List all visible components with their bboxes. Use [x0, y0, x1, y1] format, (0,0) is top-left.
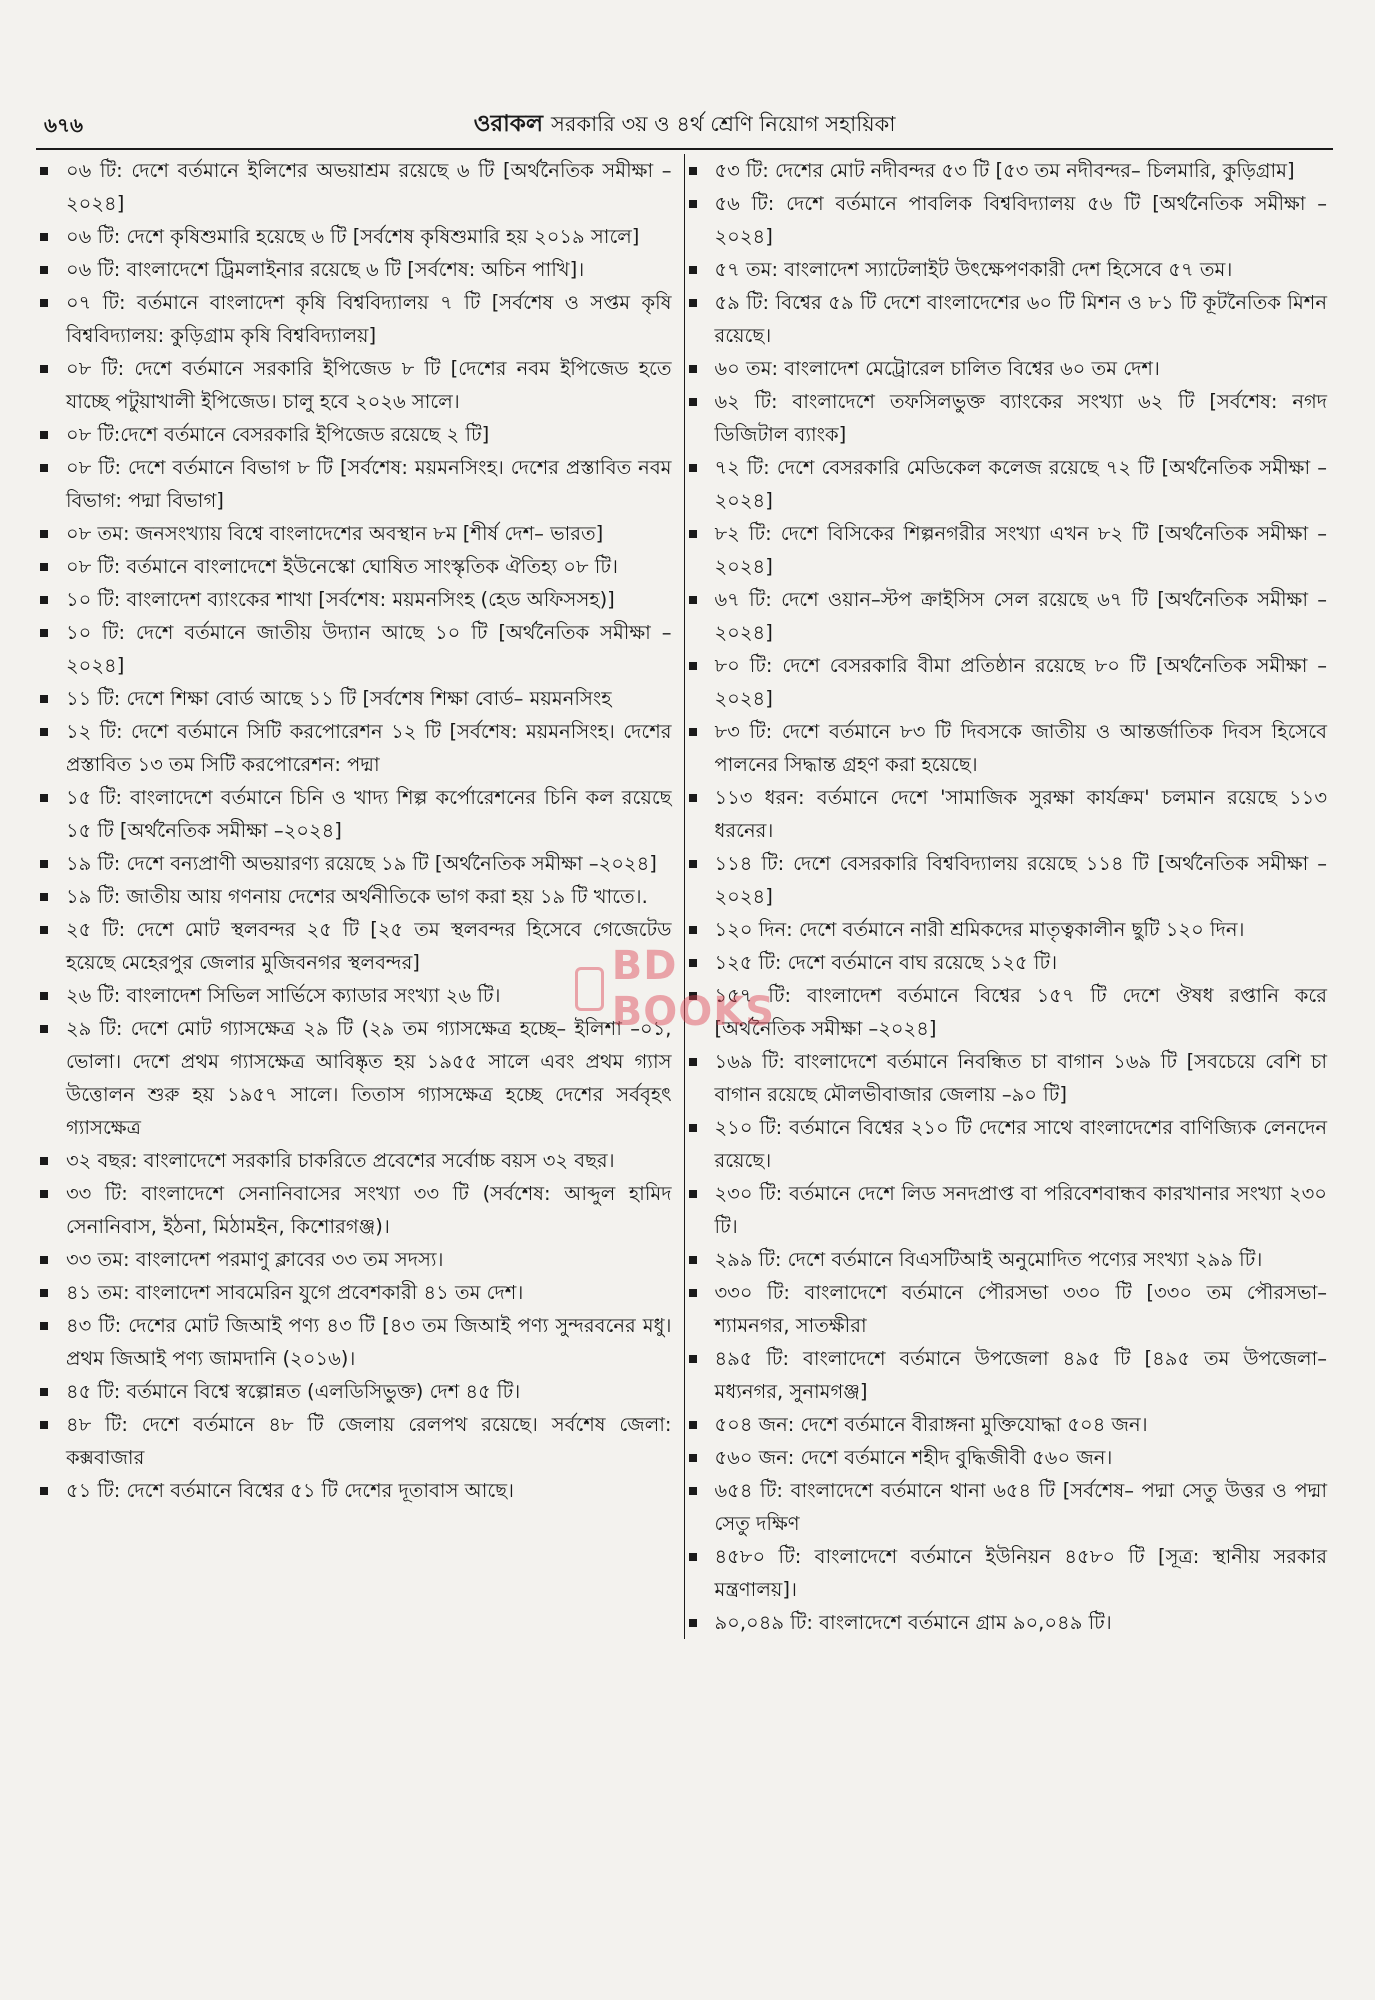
square-bullet-icon	[40, 365, 48, 373]
list-item-text: ২৫ টি: দেশে মোট স্থলবন্দর ২৫ টি [২৫ তম স্থলবন্দর হিসেবে গেজেটেড হয়েছে মেহেরপুর জেলার মুজিবনগর স্থলবন্দর]	[66, 918, 672, 974]
square-bullet-icon	[40, 629, 48, 637]
square-bullet-icon	[689, 794, 697, 802]
list-item-text: ১৬৯ টি: বাংলাদেশে বর্তমানে নিবন্ধিত চা বাগান ১৬৯ টি [সবচেয়ে বেশি চা বাগান রয়েছে মৌলভীবাজার জেলায় –৯০ টি]	[714, 1050, 1327, 1106]
list-item	[715, 1474, 1328, 1540]
list-item	[66, 1309, 672, 1375]
list-item	[715, 1177, 1328, 1243]
list-item-text: ০৮ টি: দেশে বর্তমানে সরকারি ইপিজেড ৮ টি [দেশের নবম ইপিজেড হতে যাচ্ছে পটুয়াখালী ইপিজেড। চালু হবে ২০২৬ সালে।	[66, 357, 672, 413]
square-bullet-icon	[689, 365, 697, 373]
list-item-text: ৪৩ টি: দেশের মোট জিআই পণ্য ৪৩ টি [৪৩ তম জিআই পণ্য সুন্দরবনের মধু। প্রথম জিআই পণ্য জামদানি (২০১৬)।	[66, 1314, 672, 1370]
list-item-text: ০৮ টি: দেশে বর্তমানে বিভাগ ৮ টি [সর্বশেষ: ময়মনসিংহ। দেশের প্রস্তাবিত নবম বিভাগ: পদ্মা বিভাগ]	[66, 456, 672, 512]
list-item	[715, 946, 1328, 979]
list-item-text: ০৬ টি: বাংলাদেশে ট্রিমলাইনার রয়েছে ৬ টি [সর্বশেষ: অচিন পাখি]।	[66, 258, 585, 281]
list-item	[66, 352, 672, 418]
list-item	[715, 1243, 1328, 1276]
square-bullet-icon	[40, 695, 48, 703]
list-item-text: ০৮ তম: জনসংখ্যায় বিশ্বে বাংলাদেশের অবস্থান ৮ম [শীর্ষ দেশ– ভারত]	[66, 522, 604, 545]
list-item	[66, 1474, 672, 1507]
square-bullet-icon	[689, 1190, 697, 1198]
list-item	[715, 1408, 1328, 1441]
list-item-text: ৫১ টি: দেশে বর্তমানে বিশ্বের ৫১ টি দেশের দূতাবাস আছে।	[66, 1479, 515, 1502]
square-bullet-icon	[689, 860, 697, 868]
list-item	[66, 913, 672, 979]
list-item	[66, 286, 672, 352]
left-column	[36, 154, 685, 1639]
list-item	[66, 220, 672, 253]
list-item	[715, 583, 1328, 649]
list-item-text: ৮৩ টি: দেশে বর্তমানে ৮৩ টি দিবসকে জাতীয় ও আন্তর্জাতিক দিবস হিসেবে পালনের সিদ্ধান্ত গ্রহণ করা হয়েছে।	[714, 720, 1327, 776]
square-bullet-icon	[689, 266, 697, 274]
list-item-text: ৫০৪ জন: দেশে বর্তমানে বীরাঙ্গনা মুক্তিযোদ্ধা ৫০৪ জন।	[714, 1413, 1148, 1436]
list-item-text: ০৭ টি: বর্তমানে বাংলাদেশ কৃষি বিশ্ববিদ্যালয় ৭ টি [সর্বশেষ ও সপ্তম কৃষি বিশ্ববিদ্যালয়: কুড়িগ্রাম কৃষি বিশ্ববিদ্যালয়]	[66, 291, 672, 347]
list-item	[66, 1375, 672, 1408]
list-item	[66, 979, 672, 1012]
list-item	[66, 781, 672, 847]
list-item	[66, 847, 672, 880]
square-bullet-icon	[40, 860, 48, 868]
list-item	[715, 1276, 1328, 1342]
list-item	[66, 1243, 672, 1276]
list-item-text: ৪৫ টি: বর্তমানে বিশ্বে স্বল্পোন্নত (এলডিসিভুক্ত) দেশ ৪৫ টি।	[66, 1380, 521, 1403]
list-item	[715, 286, 1328, 352]
square-bullet-icon	[689, 464, 697, 472]
running-head	[36, 105, 1333, 144]
list-item	[715, 1342, 1328, 1408]
list-item-text: ১০ টি: দেশে বর্তমানে জাতীয় উদ্যান আছে ১০ টি [অর্থনৈতিক সমীক্ষা –২০২৪]	[66, 621, 672, 677]
square-bullet-icon	[689, 398, 697, 406]
square-bullet-icon	[40, 926, 48, 934]
square-bullet-icon	[689, 959, 697, 967]
list-item-text: ০৬ টি: দেশে বর্তমানে ইলিশের অভয়াশ্রম রয়েছে ৬ টি [অর্থনৈতিক সমীক্ষা –২০২৪]	[66, 159, 672, 215]
list-item	[66, 1012, 672, 1144]
square-bullet-icon	[40, 233, 48, 241]
list-item-text: ২৯৯ টি: দেশে বর্তমানে বিএসটিআই অনুমোদিত পণ্যের সংখ্যা ২৯৯ টি।	[714, 1248, 1263, 1271]
list-item	[66, 715, 672, 781]
watermark-text: BD BOOKS	[611, 943, 776, 1035]
book-title: সরকারি ৩য় ও ৪র্থ শ্রেণি নিয়োগ সহায়িকা	[551, 112, 896, 136]
square-bullet-icon	[40, 1256, 48, 1264]
list-item-text: ১৯ টি: দেশে বন্যপ্রাণী অভয়ারণ্য রয়েছে ১৯ টি [অর্থনৈতিক সমীক্ষা –২০২৪]	[66, 852, 657, 875]
list-item-text: ২৬ টি: বাংলাদেশ সিভিল সার্ভিসে ক্যাডার সংখ্যা ২৬ টি।	[66, 984, 501, 1007]
list-item-text: ১২ টি: দেশে বর্তমানে সিটি করপোরেশন ১২ টি [সর্বশেষ: ময়মনসিংহ। দেশের প্রস্তাবিত ১৩ তম সিটি করপোরেশন: পদ্মা	[66, 720, 672, 776]
list-item-text: ৭২ টি: দেশে বেসরকারি মেডিকেল কলেজ রয়েছে ৭২ টি [অর্থনৈতিক সমীক্ষা –২০২৪]	[714, 456, 1327, 512]
list-item	[715, 1441, 1328, 1474]
list-item-text: ৪৮ টি: দেশে বর্তমানে ৪৮ টি জেলায় রেলপথ রয়েছে। সর্বশেষ জেলা: কক্সবাজার	[66, 1413, 672, 1469]
list-item-text: ৫৯ টি: বিশ্বের ৫৯ টি দেশে বাংলাদেশের ৬০ টি মিশন ও ৮১ টি কূটনৈতিক মিশন রয়েছে।	[714, 291, 1327, 347]
list-item-text: ১১ টি: দেশে শিক্ষা বোর্ড আছে ১১ টি [সর্বশেষ শিক্ষা বোর্ড– ময়মনসিংহ	[66, 687, 612, 710]
two-column-body	[36, 154, 1333, 1639]
square-bullet-icon	[40, 1388, 48, 1396]
list-item	[66, 880, 672, 913]
square-bullet-icon	[40, 596, 48, 604]
square-bullet-icon	[689, 1256, 697, 1264]
page-number: ৬৭৬	[44, 113, 84, 137]
list-item-text: ১৫ টি: বাংলাদেশে বর্তমানে চিনি ও খাদ্য শিল্প কর্পোরেশনের চিনি কল রয়েছে ১৫ টি [অর্থনৈতিক সমীক্ষা –২০২৪]	[66, 786, 672, 842]
list-item	[66, 1144, 672, 1177]
list-item	[66, 550, 672, 583]
square-bullet-icon	[40, 167, 48, 175]
square-bullet-icon	[689, 992, 697, 1000]
square-bullet-icon	[689, 200, 697, 208]
list-item	[715, 979, 1328, 1045]
list-item	[715, 715, 1328, 781]
list-item	[715, 1045, 1328, 1111]
square-bullet-icon	[689, 299, 697, 307]
list-item	[66, 451, 672, 517]
list-item	[66, 418, 672, 451]
list-item-text: ৬৭ টি: দেশে ওয়ান–স্টপ ক্রাইসিস সেল রয়েছে ৬৭ টি [অর্থনৈতিক সমীক্ষা –২০২৪]	[714, 588, 1327, 644]
square-bullet-icon	[689, 1289, 697, 1297]
list-item-text: ৫৬ টি: দেশে বর্তমানে পাবলিক বিশ্ববিদ্যালয় ৫৬ টি [অর্থনৈতিক সমীক্ষা –২০২৪]	[714, 192, 1327, 248]
list-item	[715, 517, 1328, 583]
list-item	[715, 781, 1328, 847]
list-item-text: ৩৩ টি: বাংলাদেশে সেনানিবাসের সংখ্যা ৩৩ টি (সর্বশেষ: আব্দুল হামিদ সেনানিবাস, ইঠনা, মিঠামইন, কিশোরগঞ্জ)।	[66, 1182, 672, 1238]
list-item-text: ৮২ টি: দেশে বিসিকের শিল্পনগরীর সংখ্যা এখন ৮২ টি [অর্থনৈতিক সমীক্ষা –২০২৪]	[714, 522, 1327, 578]
list-item-text: ৫৬০ জন: দেশে বর্তমানে শহীদ বুদ্ধিজীবী ৫৬০ জন।	[714, 1446, 1113, 1469]
list-item-text: ২১০ টি: বর্তমানে বিশ্বের ২১০ টি দেশের সাথে বাংলাদেশের বাণিজ্যিক লেনদেন রয়েছে।	[714, 1116, 1327, 1172]
square-bullet-icon	[689, 596, 697, 604]
list-item-text: ০৮ টি:দেশে বর্তমানে বেসরকারি ইপিজেড রয়েছে ২ টি]	[66, 423, 490, 446]
list-item	[66, 517, 672, 550]
square-bullet-icon	[689, 1058, 697, 1066]
square-bullet-icon	[689, 1355, 697, 1363]
square-bullet-icon	[689, 1553, 697, 1561]
list-item-text: ১৫৭ টি: বাংলাদেশ বর্তমানে বিশ্বের ১৫৭ টি দেশে ঔষধ রপ্তানি করে [অর্থনৈতিক সমীক্ষা –২০২৪]	[714, 984, 1327, 1040]
list-item	[715, 913, 1328, 946]
list-item	[715, 1606, 1328, 1639]
square-bullet-icon	[40, 299, 48, 307]
list-item	[715, 847, 1328, 913]
square-bullet-icon	[689, 1487, 697, 1495]
square-bullet-icon	[689, 530, 697, 538]
list-item-text: ৫৩ টি: দেশের মোট নদীবন্দর ৫৩ টি [৫৩ তম নদীবন্দর– চিলমারি, কুড়িগ্রাম]	[714, 159, 1295, 182]
list-item-text: ৩২ বছর: বাংলাদেশে সরকারি চাকরিতে প্রবেশের সর্বোচ্চ বয়স ৩২ বছর।	[66, 1149, 615, 1172]
square-bullet-icon	[689, 926, 697, 934]
square-bullet-icon	[689, 167, 697, 175]
list-item	[66, 1177, 672, 1243]
list-item	[66, 253, 672, 286]
square-bullet-icon	[40, 530, 48, 538]
page-header	[36, 104, 1333, 150]
list-item	[715, 154, 1328, 187]
square-bullet-icon	[40, 266, 48, 274]
list-item-text: ১২৫ টি: দেশে বর্তমানে বাঘ রয়েছে ১২৫ টি।	[714, 951, 1058, 974]
square-bullet-icon	[40, 1190, 48, 1198]
list-item	[715, 649, 1328, 715]
list-item-text: ৯০,০৪৯ টি: বাংলাদেশে বর্তমানে গ্রাম ৯০,০৪৯ টি।	[714, 1611, 1112, 1634]
list-item-text: ৬২ টি: বাংলাদেশে তফসিলভুক্ত ব্যাংকের সংখ্যা ৬২ টি [সর্বশেষ: নগদ ডিজিটাল ব্যাংক]	[714, 390, 1327, 446]
square-bullet-icon	[40, 794, 48, 802]
square-bullet-icon	[689, 1421, 697, 1429]
square-bullet-icon	[40, 1025, 48, 1033]
list-item	[715, 253, 1328, 286]
square-bullet-icon	[40, 1157, 48, 1165]
list-item	[715, 1111, 1328, 1177]
list-item	[66, 154, 672, 220]
list-item-text: ০৮ টি: বর্তমানে বাংলাদেশে ইউনেস্কো ঘোষিত সাংস্কৃতিক ঐতিহ্য ০৮ টি।	[66, 555, 618, 578]
list-item-text: ৪৫৮০ টি: বাংলাদেশে বর্তমানে ইউনিয়ন ৪৫৮০ টি [সূত্র: স্থানীয় সরকার মন্ত্রণালয়]।	[714, 1545, 1327, 1601]
list-item-text: ৬৫৪ টি: বাংলাদেশে বর্তমানে থানা ৬৫৪ টি [সর্বশেষ– পদ্মা সেতু উত্তর ও পদ্মা সেতু দক্ষিণ	[714, 1479, 1327, 1535]
list-item	[715, 187, 1328, 253]
square-bullet-icon	[689, 1454, 697, 1462]
list-item-text: ২৩০ টি: বর্তমানে দেশে লিড সনদপ্রাপ্ত বা পরিবেশবান্ধব কারখানার সংখ্যা ২৩০ টি।	[714, 1182, 1327, 1238]
list-item-text: ৩৩ তম: বাংলাদেশ পরমাণু ক্লাবের ৩৩ তম সদস্য।	[66, 1248, 444, 1271]
list-item-text: ৮০ টি: দেশে বেসরকারি বীমা প্রতিষ্ঠান রয়েছে ৮০ টি [অর্থনৈতিক সমীক্ষা –২০২৪]	[714, 654, 1327, 710]
list-item	[66, 682, 672, 715]
list-item-text: ৬০ তম: বাংলাদেশ মেট্রোরেল চালিত বিশ্বের ৬০ তম দেশ।	[714, 357, 1160, 380]
list-item	[715, 1540, 1328, 1606]
list-item-text: ১১৪ টি: দেশে বেসরকারি বিশ্ববিদ্যালয় রয়েছে ১১৪ টি [অর্থনৈতিক সমীক্ষা –২০২৪]	[714, 852, 1327, 908]
list-item-text: ৪১ তম: বাংলাদেশ সাবমেরিন যুগে প্রবেশকারী ৪১ তম দেশ।	[66, 1281, 524, 1304]
list-item	[66, 583, 672, 616]
square-bullet-icon	[689, 1619, 697, 1627]
square-bullet-icon	[40, 1322, 48, 1330]
square-bullet-icon	[689, 662, 697, 670]
square-bullet-icon	[40, 464, 48, 472]
list-item-text: ১১৩ ধরন: বর্তমানে দেশে 'সামাজিক সুরক্ষা কার্যক্রম' চলমান রয়েছে ১১৩ ধরনের।	[714, 786, 1327, 842]
list-item-text: ৩৩০ টি: বাংলাদেশে বর্তমানে পৌরসভা ৩৩০ টি [৩৩০ তম পৌরসভা– শ্যামনগর, সাতক্ষীরা	[714, 1281, 1327, 1337]
square-bullet-icon	[40, 431, 48, 439]
square-bullet-icon	[40, 992, 48, 1000]
list-item	[66, 1276, 672, 1309]
list-item-text: ৫৭ তম: বাংলাদেশ স্যাটেলাইট উৎক্ষেপণকারী দেশ হিসেবে ৫৭ তম।	[714, 258, 1233, 281]
list-item	[715, 451, 1328, 517]
list-item-text: ৪৯৫ টি: বাংলাদেশে বর্তমানে উপজেলা ৪৯৫ টি [৪৯৫ তম উপজেলা– মধ্যনগর, সুনামগঞ্জ]	[714, 1347, 1327, 1403]
list-item	[66, 616, 672, 682]
list-item-text: ১০ টি: বাংলাদেশ ব্যাংকের শাখা [সর্বশেষ: ময়মনসিংহ (হেড অফিসসহ)]	[66, 588, 615, 611]
square-bullet-icon	[40, 1421, 48, 1429]
square-bullet-icon	[40, 893, 48, 901]
list-item-text: ০৬ টি: দেশে কৃষিশুমারি হয়েছে ৬ টি [সর্বশেষ কৃষিশুমারি হয় ২০১৯ সালে]	[66, 225, 640, 248]
list-item-text: ১৯ টি: জাতীয় আয় গণনায় দেশের অর্থনীতিকে ভাগ করা হয় ১৯ টি খাতে।.	[66, 885, 648, 908]
square-bullet-icon	[40, 1487, 48, 1495]
list-item-text: ২৯ টি: দেশে মোট গ্যাসক্ষেত্র ২৯ টি (২৯ তম গ্যাসক্ষেত্র হচ্ছে– ইলিশা –০১, ভোলা। দেশে প্রথম গ্যাসক্ষেত্র আবিষ্কৃত হয় ১৯৫৫ সালে এবং প্রথম গ্যাস উত্তোলন শুরু হয় ১৯৫৭ সালে। তিতাস গ্যাসক্ষেত্র হচ্ছে দেশের সর্ববৃহৎ গ্যাসক্ষেত্র	[66, 1017, 672, 1139]
square-bullet-icon	[689, 728, 697, 736]
square-bullet-icon	[40, 563, 48, 571]
list-item-text: ১২০ দিন: দেশে বর্তমানে নারী শ্রমিকদের মাতৃত্বকালীন ছুটি ১২০ দিন।	[714, 918, 1245, 941]
square-bullet-icon	[40, 728, 48, 736]
list-item	[715, 385, 1328, 451]
square-bullet-icon	[40, 1289, 48, 1297]
right-column	[685, 154, 1334, 1639]
list-item	[715, 352, 1328, 385]
square-bullet-icon	[689, 1124, 697, 1132]
publisher-brand: ওরাকল	[473, 111, 544, 137]
list-item	[66, 1408, 672, 1474]
